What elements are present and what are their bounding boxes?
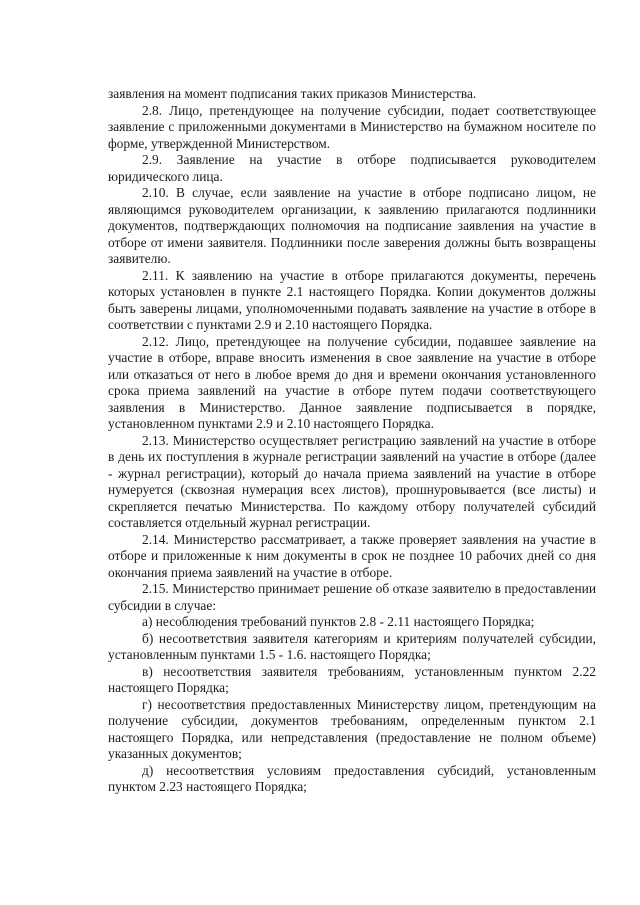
document-page [108,86,596,796]
list-item-a: а) несоблюдения требований пунктов 2.8 - 2.11 настоящего Порядка; [142,614,535,629]
list-item-b: б) несоответствия заявителя категориям и критериям получателей субсидии, установленным пунктами 1.5 - 1.6. настоящего Порядка; [108,630,596,662]
list-item-d: д) несоответствия условиям предоставления субсидий, установленным пунктом 2.23 настоящего Порядка; [108,762,596,794]
paragraph-2-13: 2.13. Министерство осуществляет регистрацию заявлений на участие в отборе в день их поступления в журнале регистрации заявлений на участие в отборе (далее - журнал регистрации), который до начала приема заявлений на участие в отборе нумеруется (сквозная нумерация всех листов), прошнуровывается (все листы) и скрепляется печатью Министерства. По каждому отбору получателей субсидий составляется отдельный журнал регистрации. [108,432,596,530]
paragraph-2-10: 2.10. В случае, если заявление на участие в отборе подписано лицом, не являющимся руководителем организации, к заявлению прилагаются подлинники документов, подтверждающих полномочия на подписание заявления на участие в отборе от имени заявителя. Подлинники после заверения должны быть возвращены заявителю. [108,185,596,266]
paragraph-continuation: заявления на момент подписания таких приказов Министерства. [108,86,477,101]
list-item-v: в) несоответствия заявителя требованиям, установленным пунктом 2.22 настоящего Порядка; [108,663,596,695]
paragraph-2-11: 2.11. К заявлению на участие в отборе прилагаются документы, перечень которых установлен в пункте 2.1 настоящего Порядка. Копии документов должны быть заверены лицами, уполномоченными подавать заявление на участие в отборе в соответствии с пунктами 2.9 и 2.10 настоящего Порядка. [108,267,596,332]
paragraph-2-12: 2.12. Лицо, претендующее на получение субсидии, подавшее заявление на участие в отборе, вправе вносить изменения в свое заявление на участие в отборе или отказаться от него в любое время до дня и времени окончания установленного срока приема заявлений на участие в отборе путем подачи соответствующего заявления в Министерство. Данное заявление подписывается в порядке, установленном пунктами 2.9 и 2.10 настоящего Порядка. [108,333,596,431]
list-item-g: г) несоответствия предоставленных Министерству лицом, претендующим на получение субсидии, документов требованиям, определенным пунктом 2.1 настоящего Порядка, или непредставления (предоставление не полном объеме) указанных документов; [108,696,596,761]
paragraph-2-15: 2.15. Министерство принимает решение об отказе заявителю в предоставлении субсидии в случае: [108,581,596,613]
paragraph-2-9: 2.9. Заявление на участие в отборе подписывается руководителем юридического лица. [108,152,596,184]
paragraph-2-8: 2.8. Лицо, претендующее на получение субсидии, подает соответствующее заявление с приложенными документами в Министерство на бумажном носителе по форме, утвержденной Министерством. [108,102,596,151]
paragraph-2-14: 2.14. Министерство рассматривает, а также проверяет заявления на участие в отборе и приложенные к ним документы в срок не позднее 10 рабочих дней со дня окончания приема заявлений на участие в отборе. [108,531,596,580]
